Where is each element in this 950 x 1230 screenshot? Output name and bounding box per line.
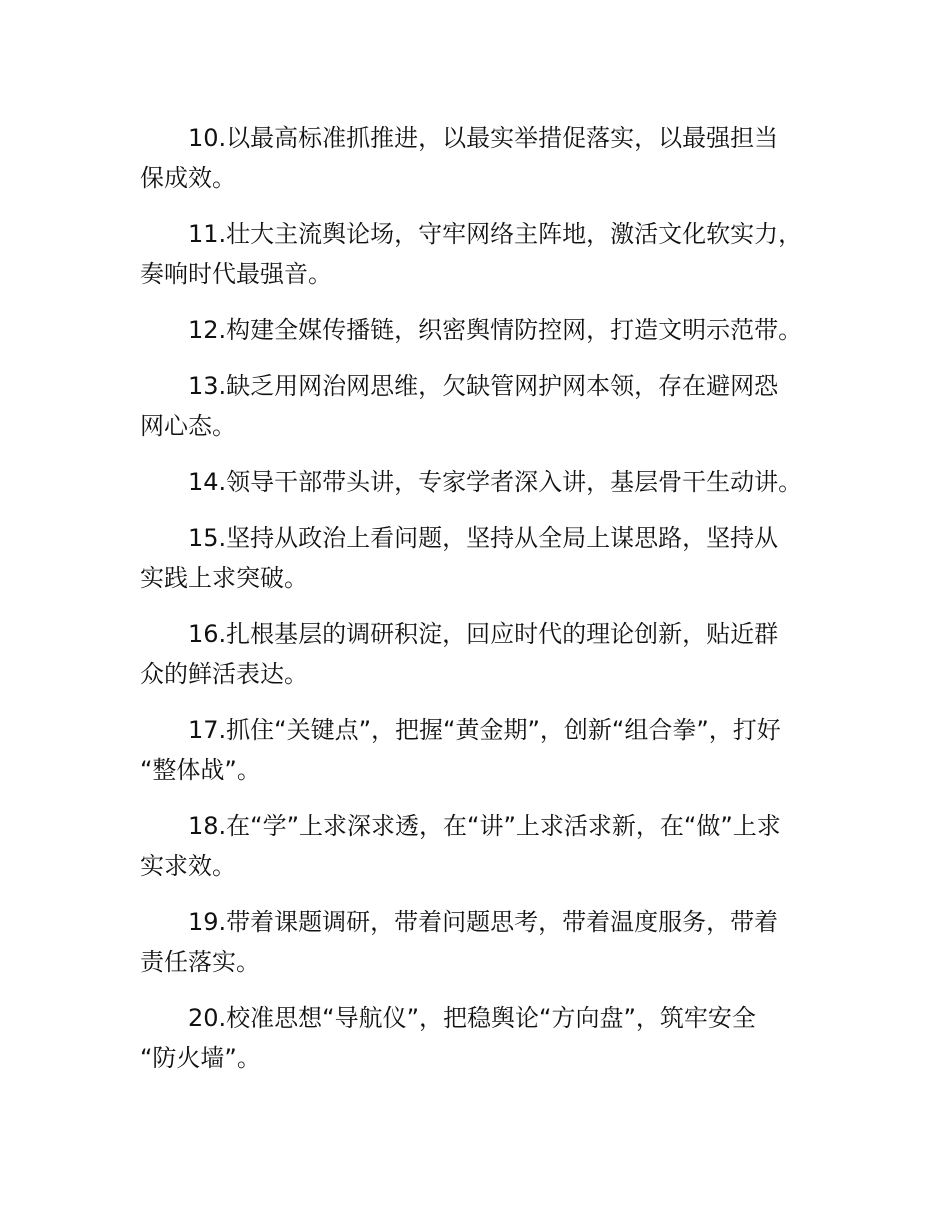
paragraph-15 [140,518,808,598]
paragraph-line: 18.在“学”上求深求透，在“讲”上求活求新，在“做”上求 [188,812,781,840]
paragraph-line: 16.扎根基层的调研积淀，回应时代的理论创新，贴近群 [188,620,779,648]
document-body [140,118,808,1094]
paragraph-line: 14.领导干部带头讲，专家学者深入讲，基层骨干生动讲。 [188,468,803,496]
paragraph-line: 保成效。 [140,164,236,192]
paragraph-line: 13.缺乏用网治网思维，欠缺管网护网本领，存在避网恐 [188,372,779,400]
paragraph-20 [140,998,808,1078]
paragraph-17 [140,710,808,790]
paragraph-14 [140,462,808,502]
paragraph-18 [140,806,808,886]
paragraph-line: “防火墙”。 [140,1044,261,1072]
paragraph-line: 10.以最高标准抓推进，以最实举措促落实，以最强担当 [188,124,779,152]
paragraph-line: 奏响时代最强音。 [140,260,332,288]
paragraph-line: 11.壮大主流舆论场，守牢网络主阵地，激活文化软实力， [188,220,803,248]
paragraph-line: 责任落实。 [140,948,260,976]
paragraph-19 [140,902,808,982]
paragraph-line: 网心态。 [140,412,236,440]
paragraph-line: 19.带着课题调研，带着问题思考，带着温度服务，带着 [188,908,779,936]
paragraph-line: 17.抓住“关键点”，把握“黄金期”，创新“组合拳”，打好 [188,716,781,744]
paragraph-line: 实践上求突破。 [140,564,308,592]
paragraph-line: “整体战”。 [140,756,261,784]
paragraph-13 [140,366,808,446]
paragraph-16 [140,614,808,694]
paragraph-line: 实求效。 [140,852,236,880]
paragraph-line: 12.构建全媒传播链，织密舆情防控网，打造文明示范带。 [188,316,803,344]
paragraph-line: 15.坚持从政治上看问题，坚持从全局上谋思路，坚持从 [188,524,779,552]
paragraph-11 [140,214,808,294]
paragraph-line: 众的鲜活表达。 [140,660,308,688]
paragraph-10 [140,118,808,198]
paragraph-12 [140,310,808,350]
paragraph-line: 20.校准思想“导航仪”，把稳舆论“方向盘”，筑牢安全 [188,1004,756,1032]
